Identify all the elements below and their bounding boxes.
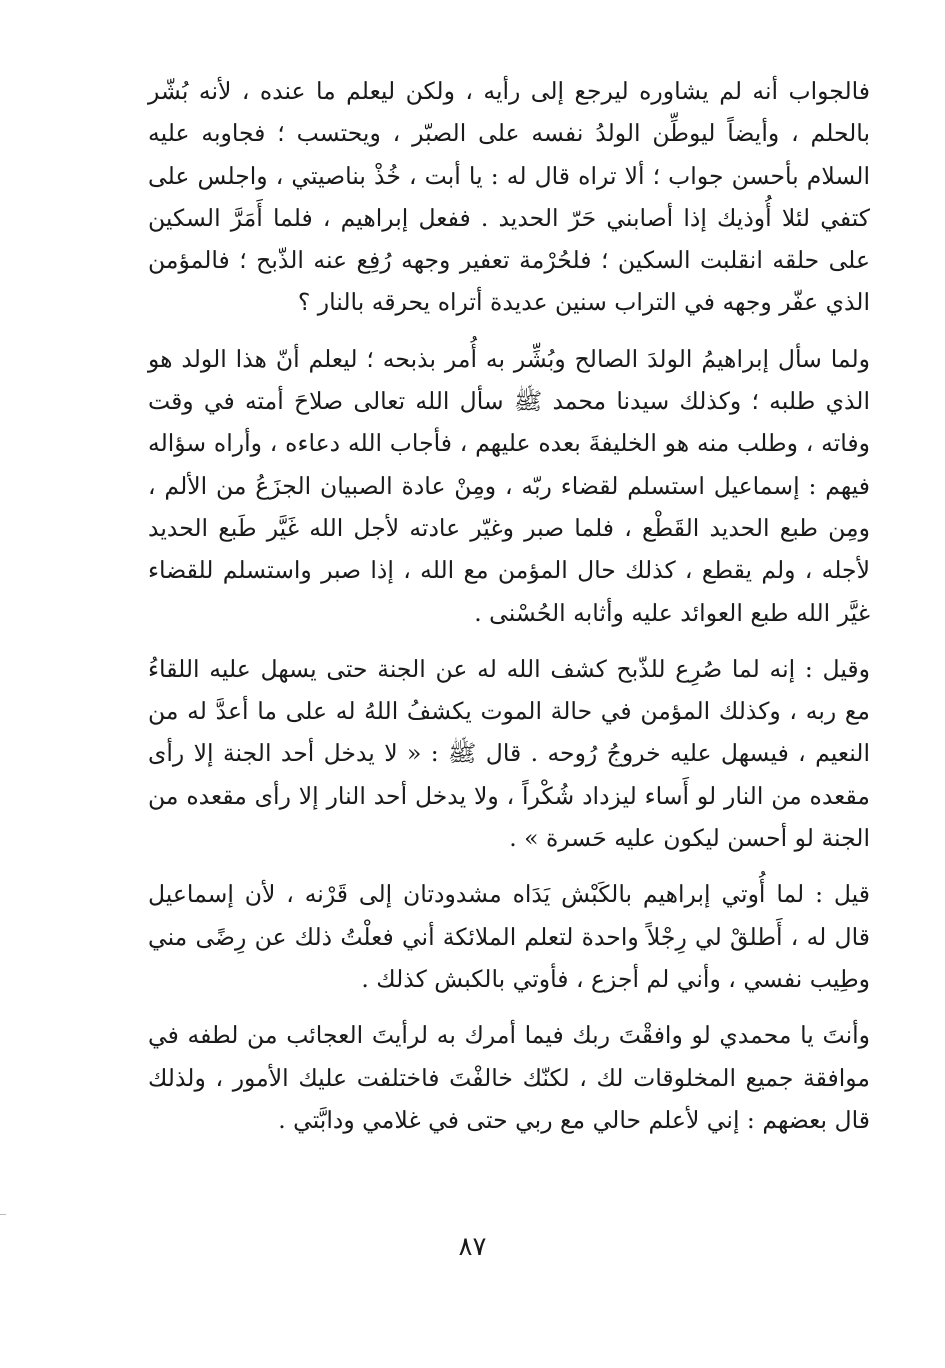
- paragraph: فالجواب أنه لم يشاوره ليرجع إلى رأيه ، ولكن ليعلم ما عنده ، لأنه بُشّر بالحلم ، وأيضاً ليوطِّن الولدُ نفسه على الصبّر ، ويحتسب ؛ فجاوبه عليه السلام بأحسن جواب ؛ ألا تراه قال له : يا أبت ، خُذْ بناصيتي ، واجلس على كتفي لئلا أُوذيك إذا أصابني حَرّ الحديد . ففعل إبراهيم ، فلما أَمَرَّ السكين على حلقه انقلبت السكين ؛ فلحُرْمة تعفير وجهه رُفِع عنه الذّبح ؛ فالمؤمن الذي عفّر وجهه في التراب سنين عديدة أتراه يحرقه بالنار ؟: [148, 77, 870, 317]
- paragraph: قيل : لما أُوتي إبراهيم بالكَبْش يَدَاه مشدودتان إلى قَرْنه ، لأن إسماعيل قال له ، أَطلقْ لي رِجْلاً واحدة لتعلم الملائكة أني فعلْتُ ذلك عن رِضًى مني وطِيب نفسي ، وأني لم أجزع ، فأوتي بالكبش كذلك .: [148, 880, 870, 993]
- paragraph: وأنتَ يا محمدي لو وافقْتَ ربك فيما أمرك به لرأيتَ العجائب من لطفه في موافقة جميع المخلوقات لك ، لكنّك خالفْتَ فاختلفت عليك الأمور ، ولذلك قال بعضهم : إني لأعلم حالي مع ربي حتى في غلامي ودابَّتي .: [148, 1021, 870, 1134]
- paragraph: ولما سأل إبراهيمُ الولدَ الصالح وبُشِّر به أُمر بذبحه ؛ ليعلم أنّ هذا الولد هو الذي طلبه ؛ وكذلك سيدنا محمد ﷺ سأل الله تعالى صلاحَ أمته في وقت وفاته ، وطلب منه هو الخليفةَ بعده عليهم ، فأجاب الله دعاءه ، وأراه سؤاله فيهم : إسماعيل استسلم لقضاء ربّه ، ومِنْ عادة الصبيان الجزَعُ من الألم ، ومِن طبع الحديد القَطْع ، فلما صبر وغيّر عادته لأجل الله غَيَّر طَبع الحديد لأجله ، ولم يقطع ، كذلك حال المؤمن مع الله ، إذا صبر واستسلم للقضاء غيَّر الله طبع العوائد عليه وأثابه الحُسْنى .: [148, 344, 870, 627]
- page-body: [148, 70, 870, 1155]
- page-number: ٨٧: [458, 1232, 487, 1262]
- scan-edge-mark: [0, 1214, 6, 1215]
- paragraph: وقيل : إنه لما صُرِع للذّبح كشف الله له عن الجنة حتى يسهل عليه اللقاءُ مع ربه ، وكذلك المؤمن في حالة الموت يكشفُ اللهُ له على ما أعدَّ له من النعيم ، فيسهل عليه خروجُ رُوحه . قال ﷺ : « لا يدخل أحد الجنة إلا رأى مقعده من النار لو أَساء ليزداد شُكْراً ، ولا يدخل أحد النار إلا رأى مقعده من الجنة لو أحسن ليكون عليه حَسرة » .: [148, 654, 870, 853]
